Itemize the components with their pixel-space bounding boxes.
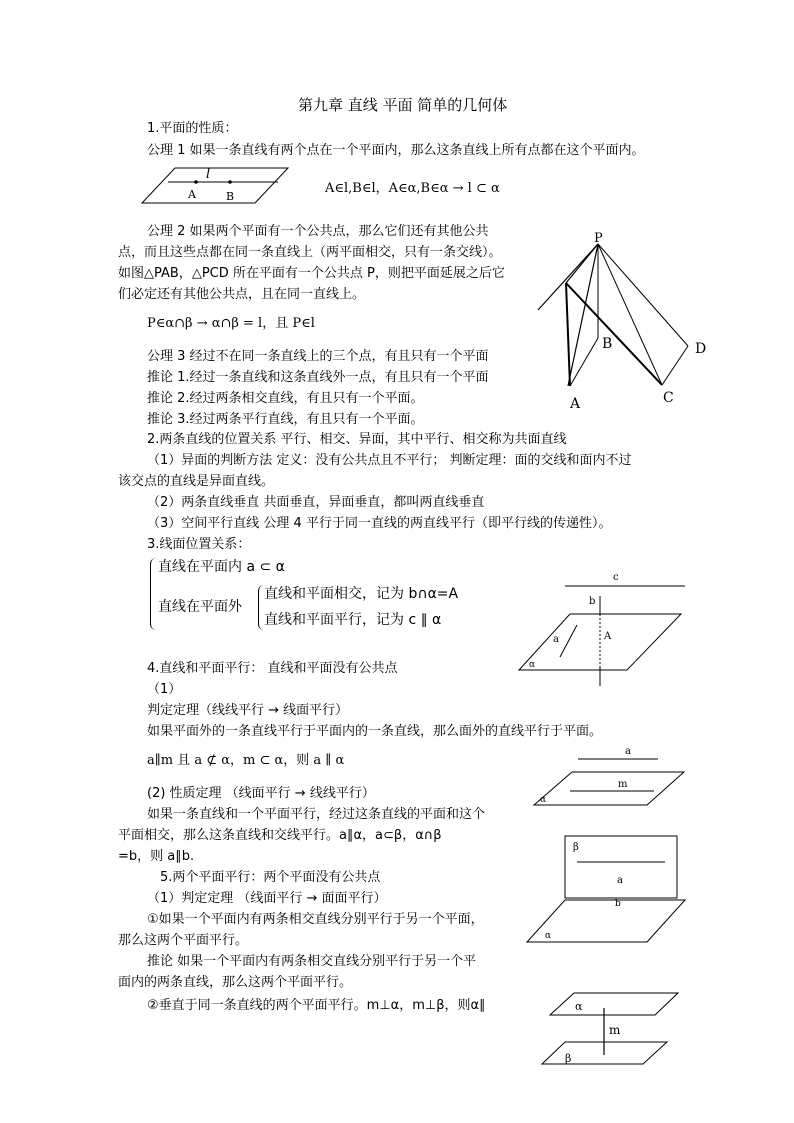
label-B: B — [226, 190, 235, 203]
label-b: b — [615, 899, 621, 909]
label-beta: β — [573, 842, 579, 853]
label-A: A — [570, 396, 581, 412]
plane-plane-judge-theorem: （1）判定定理 （线面平行 → 面面平行） — [147, 891, 387, 906]
corollary-line-1: 推论 如果一个平面内有两条相交直线分别平行于另一个平 — [147, 954, 477, 969]
two-triangles-figure — [530, 228, 720, 418]
label-a: a — [617, 875, 623, 886]
line-parallel-plane-figure — [530, 743, 690, 813]
line-intersects-plane: 直线和平面相交，记为 b∩α=A — [264, 586, 459, 602]
line-in-plane: 直线在平面内 a ⊂ α — [158, 559, 285, 575]
axiom-2-formula: P∈α∩β → α∩β = l，且 P∈l — [147, 316, 315, 331]
corollary-line-2: 面内的两条直线，那么这两个平面平行。 — [118, 975, 353, 990]
parallel-lines-axiom-4: （3）空间平行直线 公理 4 平行于同一直线的两直线平行（即平行线的传递性）。 — [147, 516, 612, 531]
label-alpha: α — [545, 931, 552, 941]
line-plane-property-theorem: (2) 性质定理 （线面平行 → 线线平行） — [147, 786, 375, 801]
skew-judge-line-1: （1）异面的判断方法 定义：没有公共点且不平行； 判断定理：面的交线和面内不过 — [147, 453, 632, 468]
item-1-label: （1） — [147, 682, 182, 697]
line-parallel-plane: 直线和平面平行，记为 c ∥ α — [264, 612, 442, 628]
label-m: m — [609, 1023, 621, 1037]
label-m: m — [618, 779, 628, 790]
plane-line-figure — [140, 163, 300, 209]
line-plane-judge-formula: a∥m 且 a ⊄ α，m ⊂ α，则 a ∥ α — [147, 753, 345, 768]
line-plane-judge-theorem: 判定定理（线线平行 → 线面平行） — [147, 703, 349, 718]
theorem-1-line-2: 那么这两个平面平行。 — [118, 933, 249, 948]
outer-brace — [150, 558, 157, 630]
plane-beta-cuts-alpha-figure — [535, 832, 695, 947]
property-line-1: 如果一条直线和一个平面平行，经过这条直线的平面和这个 — [147, 807, 486, 822]
label-C: C — [663, 390, 674, 406]
axiom-2-line-4: 们必定还有其他公共点，且在同一直线上。 — [118, 287, 366, 302]
label-l: l — [206, 167, 211, 182]
line-plane-judge-text: 如果平面外的一条直线平行于平面内的一条直线，那么面外的直线平行于平面。 — [147, 724, 603, 739]
section-3-heading: 3.线面位置关系： — [147, 537, 251, 552]
label-a: a — [553, 634, 559, 645]
corollary-1: 推论 1.经过一条直线和这条直线外一点，有且只有一个平面 — [147, 370, 489, 385]
label-P: P — [594, 231, 603, 246]
section-1-heading: 1.平面的性质： — [147, 121, 238, 136]
label-B: B — [602, 336, 613, 352]
label-alpha: α — [540, 795, 547, 805]
property-line-2: 平面相交，那么这条直线和交线平行。a∥α，a⊂β，α∩β — [118, 828, 442, 843]
corollary-2: 推论 2.经过两条相交直线，有且只有一个平面。 — [147, 391, 424, 406]
label-D: D — [695, 341, 707, 357]
label-A: A — [188, 188, 196, 201]
axiom-2-line-1: 公理 2 如果两个平面有一个公共点，那么它们还有其他公共 — [147, 224, 489, 239]
page-title: 第九章 直线 平面 简单的几何体 — [298, 96, 508, 114]
label-b: b — [589, 596, 596, 607]
perpendicular-line-two-planes-figure — [540, 988, 685, 1068]
line-outside-plane: 直线在平面外 — [158, 599, 242, 615]
corollary-3: 推论 3.经过两条平行直线，有且只有一个平面。 — [147, 412, 424, 427]
theorem-2: ②垂直于同一条直线的两个平面平行。m⊥α，m⊥β，则α∥ — [147, 998, 486, 1013]
axiom-1: 公理 1 如果一条直线有两个点在一个平面内，那么这条直线上所有点都在这个平面内。 — [147, 143, 645, 158]
label-c: c — [613, 572, 619, 583]
axiom-3: 公理 3 经过不在同一条直线上的三个点，有且只有一个平面 — [147, 349, 489, 364]
section-2-heading: 2.两条直线的位置关系 平行、相交、异面，其中平行、相交称为共面直线 — [147, 432, 567, 447]
label-alpha: α — [575, 1000, 583, 1013]
property-line-3: =b，则 a∥b. — [118, 849, 195, 864]
skew-judge-line-2: 该交点的直线是异面直线。 — [118, 474, 275, 489]
axiom-1-formula: A∈l,B∈l，A∈α,B∈α → l ⊂ α — [325, 181, 500, 196]
label-A: A — [604, 631, 612, 642]
perpendicular-lines: （2）两条直线垂直 共面垂直，异面垂直，都叫两直线垂直 — [147, 495, 485, 510]
section-5-heading: 5.两个平面平行：两个平面没有公共点 — [160, 870, 381, 885]
section-4-heading: 4.直线和平面平行： 直线和平面没有公共点 — [147, 661, 398, 676]
label-alpha: α — [529, 660, 536, 670]
axiom-2-line-2: 点，而且这些点都在同一条直线上（两平面相交，只有一条交线）。 — [118, 245, 502, 260]
label-a: a — [625, 746, 631, 757]
axiom-2-line-3: 如图△PAB，△PCD 所在平面有一个公共点 P，则把平面延展之后它 — [118, 266, 505, 281]
line-plane-relation-figure — [515, 568, 690, 690]
label-beta: β — [565, 1052, 572, 1065]
theorem-1-line-1: ①如果一个平面内有两条相交直线分别平行于另一个平面， — [147, 912, 484, 927]
